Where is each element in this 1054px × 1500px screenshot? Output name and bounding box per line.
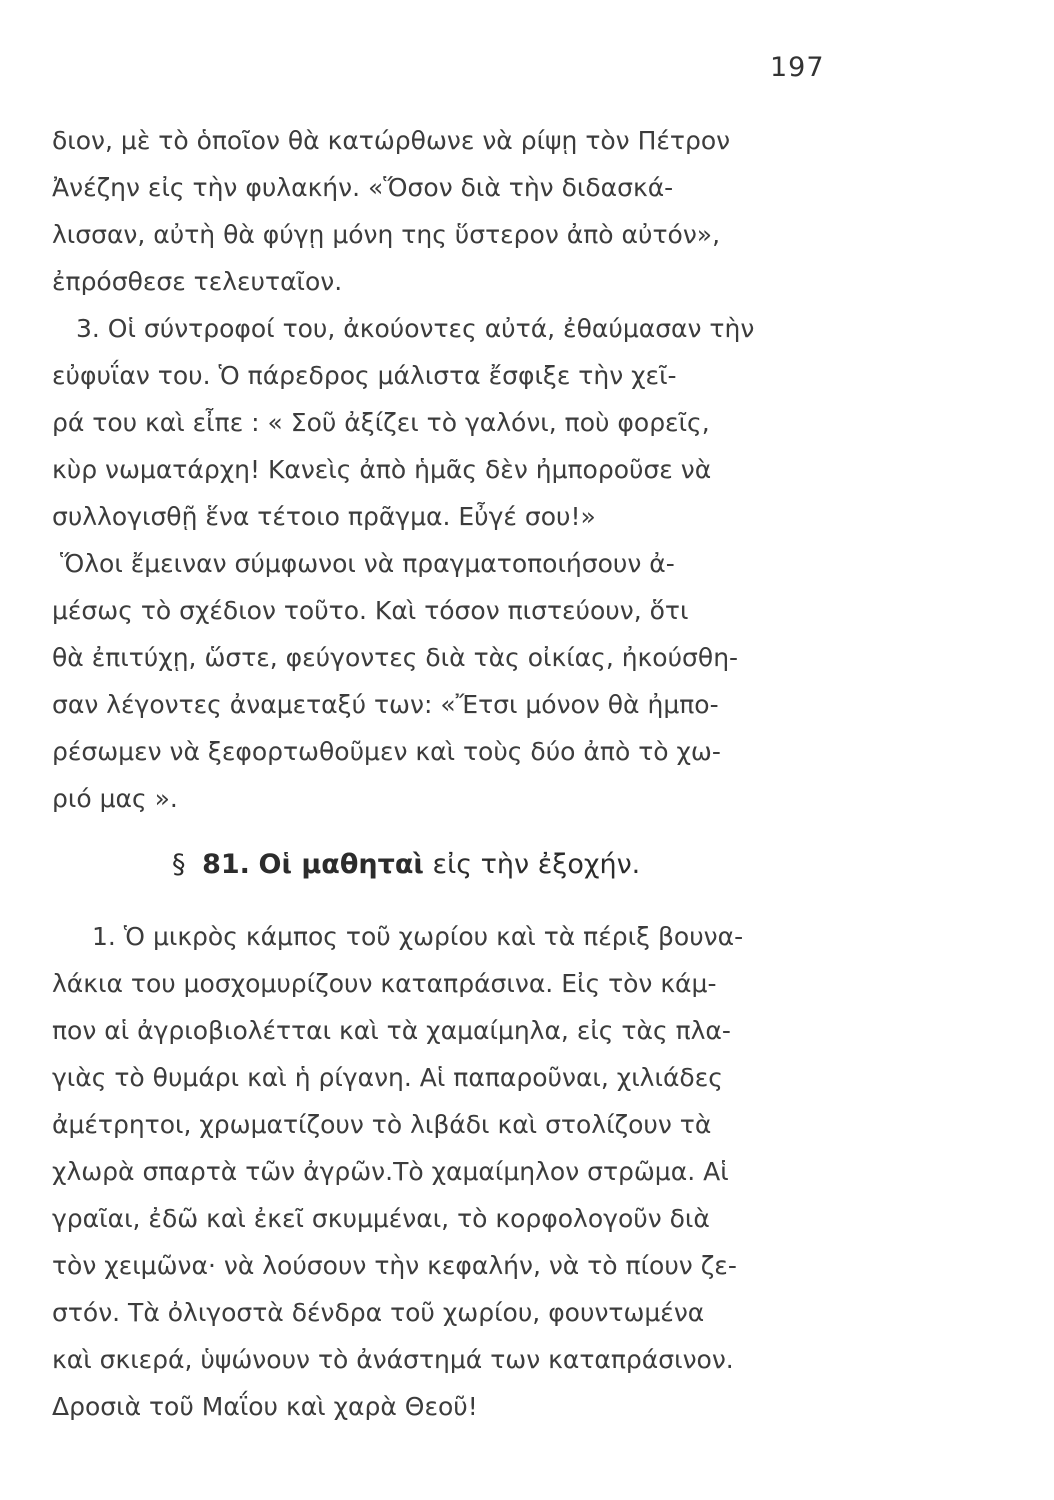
text-line: θὰ ἐπιτύχῃ, ὥστε, φεύγοντες διὰ τὰς οἰκίας, ἠκούσθη- <box>52 643 739 672</box>
text-line: ριό μας ». <box>52 784 178 813</box>
text-line: Δροσιὰ τοῦ Μαΐου καὶ χαρὰ Θεοῦ! <box>52 1392 478 1421</box>
text-line: ρέσωμεν νὰ ξεφορτωθοῦμεν καὶ τοὺς δύο ἀπὸ τὸ χω- <box>52 737 721 766</box>
text-line: γραῖαι, ἐδῶ καὶ ἐκεῖ σκυμμέναι, τὸ κορφολογοῦν διὰ <box>52 1204 710 1233</box>
text-line: εὐφυΐαν του. Ὁ πάρεδρος μάλιστα ἔσφιξε τὴν χεῖ- <box>52 361 677 390</box>
text-line: Ἀνέζην εἰς τὴν φυλακήν. «Ὅσον διὰ τὴν διδασκά- <box>52 173 674 202</box>
text-line: μέσως τὸ σχέδιον τοῦτο. Καὶ τόσον πιστεύουν, ὅτι <box>52 596 689 625</box>
text-line: 1. Ὁ μικρὸς κάμπος τοῦ χωρίου καὶ τὰ πέριξ βουνα- <box>92 922 744 951</box>
text-line: ρά του καὶ εἶπε : « Σοῦ ἀξίζει τὸ γαλόνι, ποὺ φορεῖς, <box>52 408 710 437</box>
text-line: ἐπρόσθεσε τελευταῖον. <box>52 267 343 296</box>
section-heading <box>172 848 640 882</box>
text-line: γιὰς τὸ θυμάρι καὶ ἡ ρίγανη. Αἱ παπαροῦναι, χιλιάδες <box>52 1063 723 1092</box>
text-line: καὶ σκιερά, ὑψώνουν τὸ ἀνάστημά των καταπράσινον. <box>52 1345 734 1374</box>
text-line: ἀμέτρητοι, χρωματίζουν τὸ λιβάδι καὶ στολίζουν τὰ <box>52 1110 712 1139</box>
text-line: διον, μὲ τὸ ὁποῖον θὰ κατώρθωνε νὰ ρίψῃ τὸν Πέτρον <box>52 126 731 155</box>
page-number: 197 <box>770 52 825 83</box>
text-line: κὺρ νωματάρχη! Κανεὶς ἀπὸ ἡμᾶς δὲν ἠμποροῦσε νὰ <box>52 455 712 484</box>
section-symbol: § <box>172 849 186 880</box>
text-line: λισσαν, αὐτὴ θὰ φύγῃ μόνη της ὕστερον ἀπὸ αὐτόν», <box>52 220 721 249</box>
section-title-bold: Οἱ μαθηταὶ <box>258 849 424 880</box>
text-line: τὸν χειμῶνα· νὰ λούσουν τὴν κεφαλήν, νὰ τὸ πίουν ζε- <box>52 1251 737 1280</box>
section-title-rest: εἰς τὴν ἐξοχήν. <box>432 849 641 880</box>
text-line: στόν. Τὰ ὀλιγοστὰ δένδρα τοῦ χωρίου, φουντωμένα <box>52 1298 705 1327</box>
text-line: συλλογισθῇ ἕνα τέτοιο πρᾶγμα. Εὖγέ σου!» <box>52 502 596 531</box>
text-line: λάκια του μοσχομυρίζουν καταπράσινα. Εἰς τὸν κάμ- <box>52 969 717 998</box>
text-line: πον αἱ ἀγριοβιολέτται καὶ τὰ χαμαίμηλα, εἰς τὰς πλα- <box>52 1016 731 1045</box>
text-line: σαν λέγοντες ἀναμεταξύ των: «Ἔτσι μόνον θὰ ἠμπο- <box>52 690 719 719</box>
text-line: χλωρὰ σπαρτὰ τῶν ἀγρῶν.Τὸ χαμαίμηλον στρῶμα. Αἱ <box>52 1157 729 1186</box>
section-number: 81. <box>202 849 250 880</box>
text-line: Ὅλοι ἔμειναν σύμφωνοι νὰ πραγματοποιήσουν ἀ- <box>60 549 675 578</box>
text-line: 3. Οἱ σύντροφοί του, ἀκούοντες αὐτά, ἐθαύμασαν τὴν <box>76 314 755 343</box>
